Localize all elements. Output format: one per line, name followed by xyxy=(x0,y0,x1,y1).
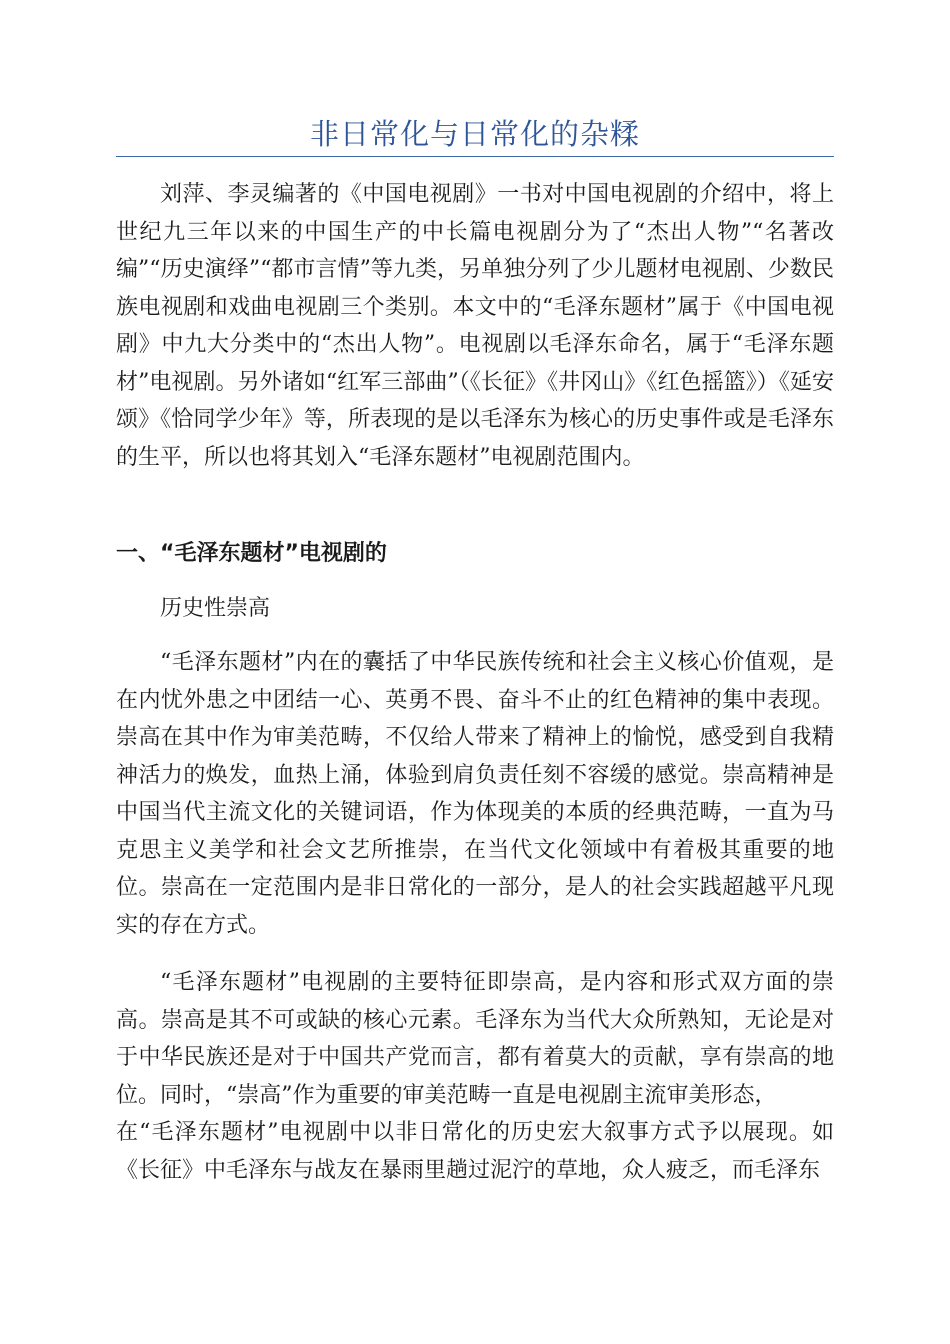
paragraph-3 xyxy=(116,964,834,1189)
title-underline xyxy=(116,156,834,157)
section-heading: 一、“毛泽东题材”电视剧的 xyxy=(116,541,387,566)
paragraph-1: 刘萍、李灵编著的《中国电视剧》一书对中国电视剧的介绍中，将上世纪九三年以来的中国生产的中长篇电视剧分为了“杰出人物”“名著改编”“历史演绎”“都市言情”等九类，另单独分列了少儿题材电视剧、少数民族电视剧和戏曲电视剧三个类别。本文中的“毛泽东题材”属于《中国电视剧》中九大分类中的“杰出人物”。电视剧以毛泽东命名，属于“毛泽东题材”电视剧。另外诸如“红军三部曲”（《长征》《井冈山》《红色摇篮》）《延安颂》《恰同学少年》等，所表现的是以毛泽东为核心的历史事件或是毛泽东的生平，所以也将其划入“毛泽东题材”电视剧范围内。 xyxy=(116,182,834,470)
section-heading-continuation: 历史性崇高 xyxy=(160,596,271,621)
paragraph-3-part-2: 在“毛泽东题材”电视剧中以非日常化的历史宏大叙事方式予以展现。如《长征》中毛泽东与战友在暴雨里趟过泥泞的草地，众人疲乏，而毛泽东 xyxy=(116,1120,834,1183)
paragraph-3-part-1: “毛泽东题材”电视剧的主要特征即崇高，是内容和形式双方面的崇高。崇高是其不可或缺的核心元素。毛泽东为当代大众所熟知，无论是对于中华民族还是对于中国共产党而言，都有着莫大的贡献，享有崇高的地位。同时，“崇高”作为重要的审美范畴一直是电视剧主流审美形态， xyxy=(116,970,834,1108)
document-title: 非日常化与日常化的杂糅 xyxy=(309,117,640,151)
paragraph-2: “毛泽东题材”内在的囊括了中华民族传统和社会主义核心价值观，是在内忧外患之中团结一心、英勇不畏、奋斗不止的红色精神的集中表现。崇高在其中作为审美范畴，不仅给人带来了精神上的愉悦，感受到自我精神活力的焕发，血热上涌，体验到肩负责任刻不容缓的感觉。崇高精神是中国当代主流文化的关键词语，作为体现美的本质的经典范畴，一直为马克思主义美学和社会文艺所推崇，在当代文化领域中有着极其重要的地位。崇高在一定范围内是非日常化的一部分，是人的社会实践超越平凡现实的存在方式。 xyxy=(116,650,834,938)
